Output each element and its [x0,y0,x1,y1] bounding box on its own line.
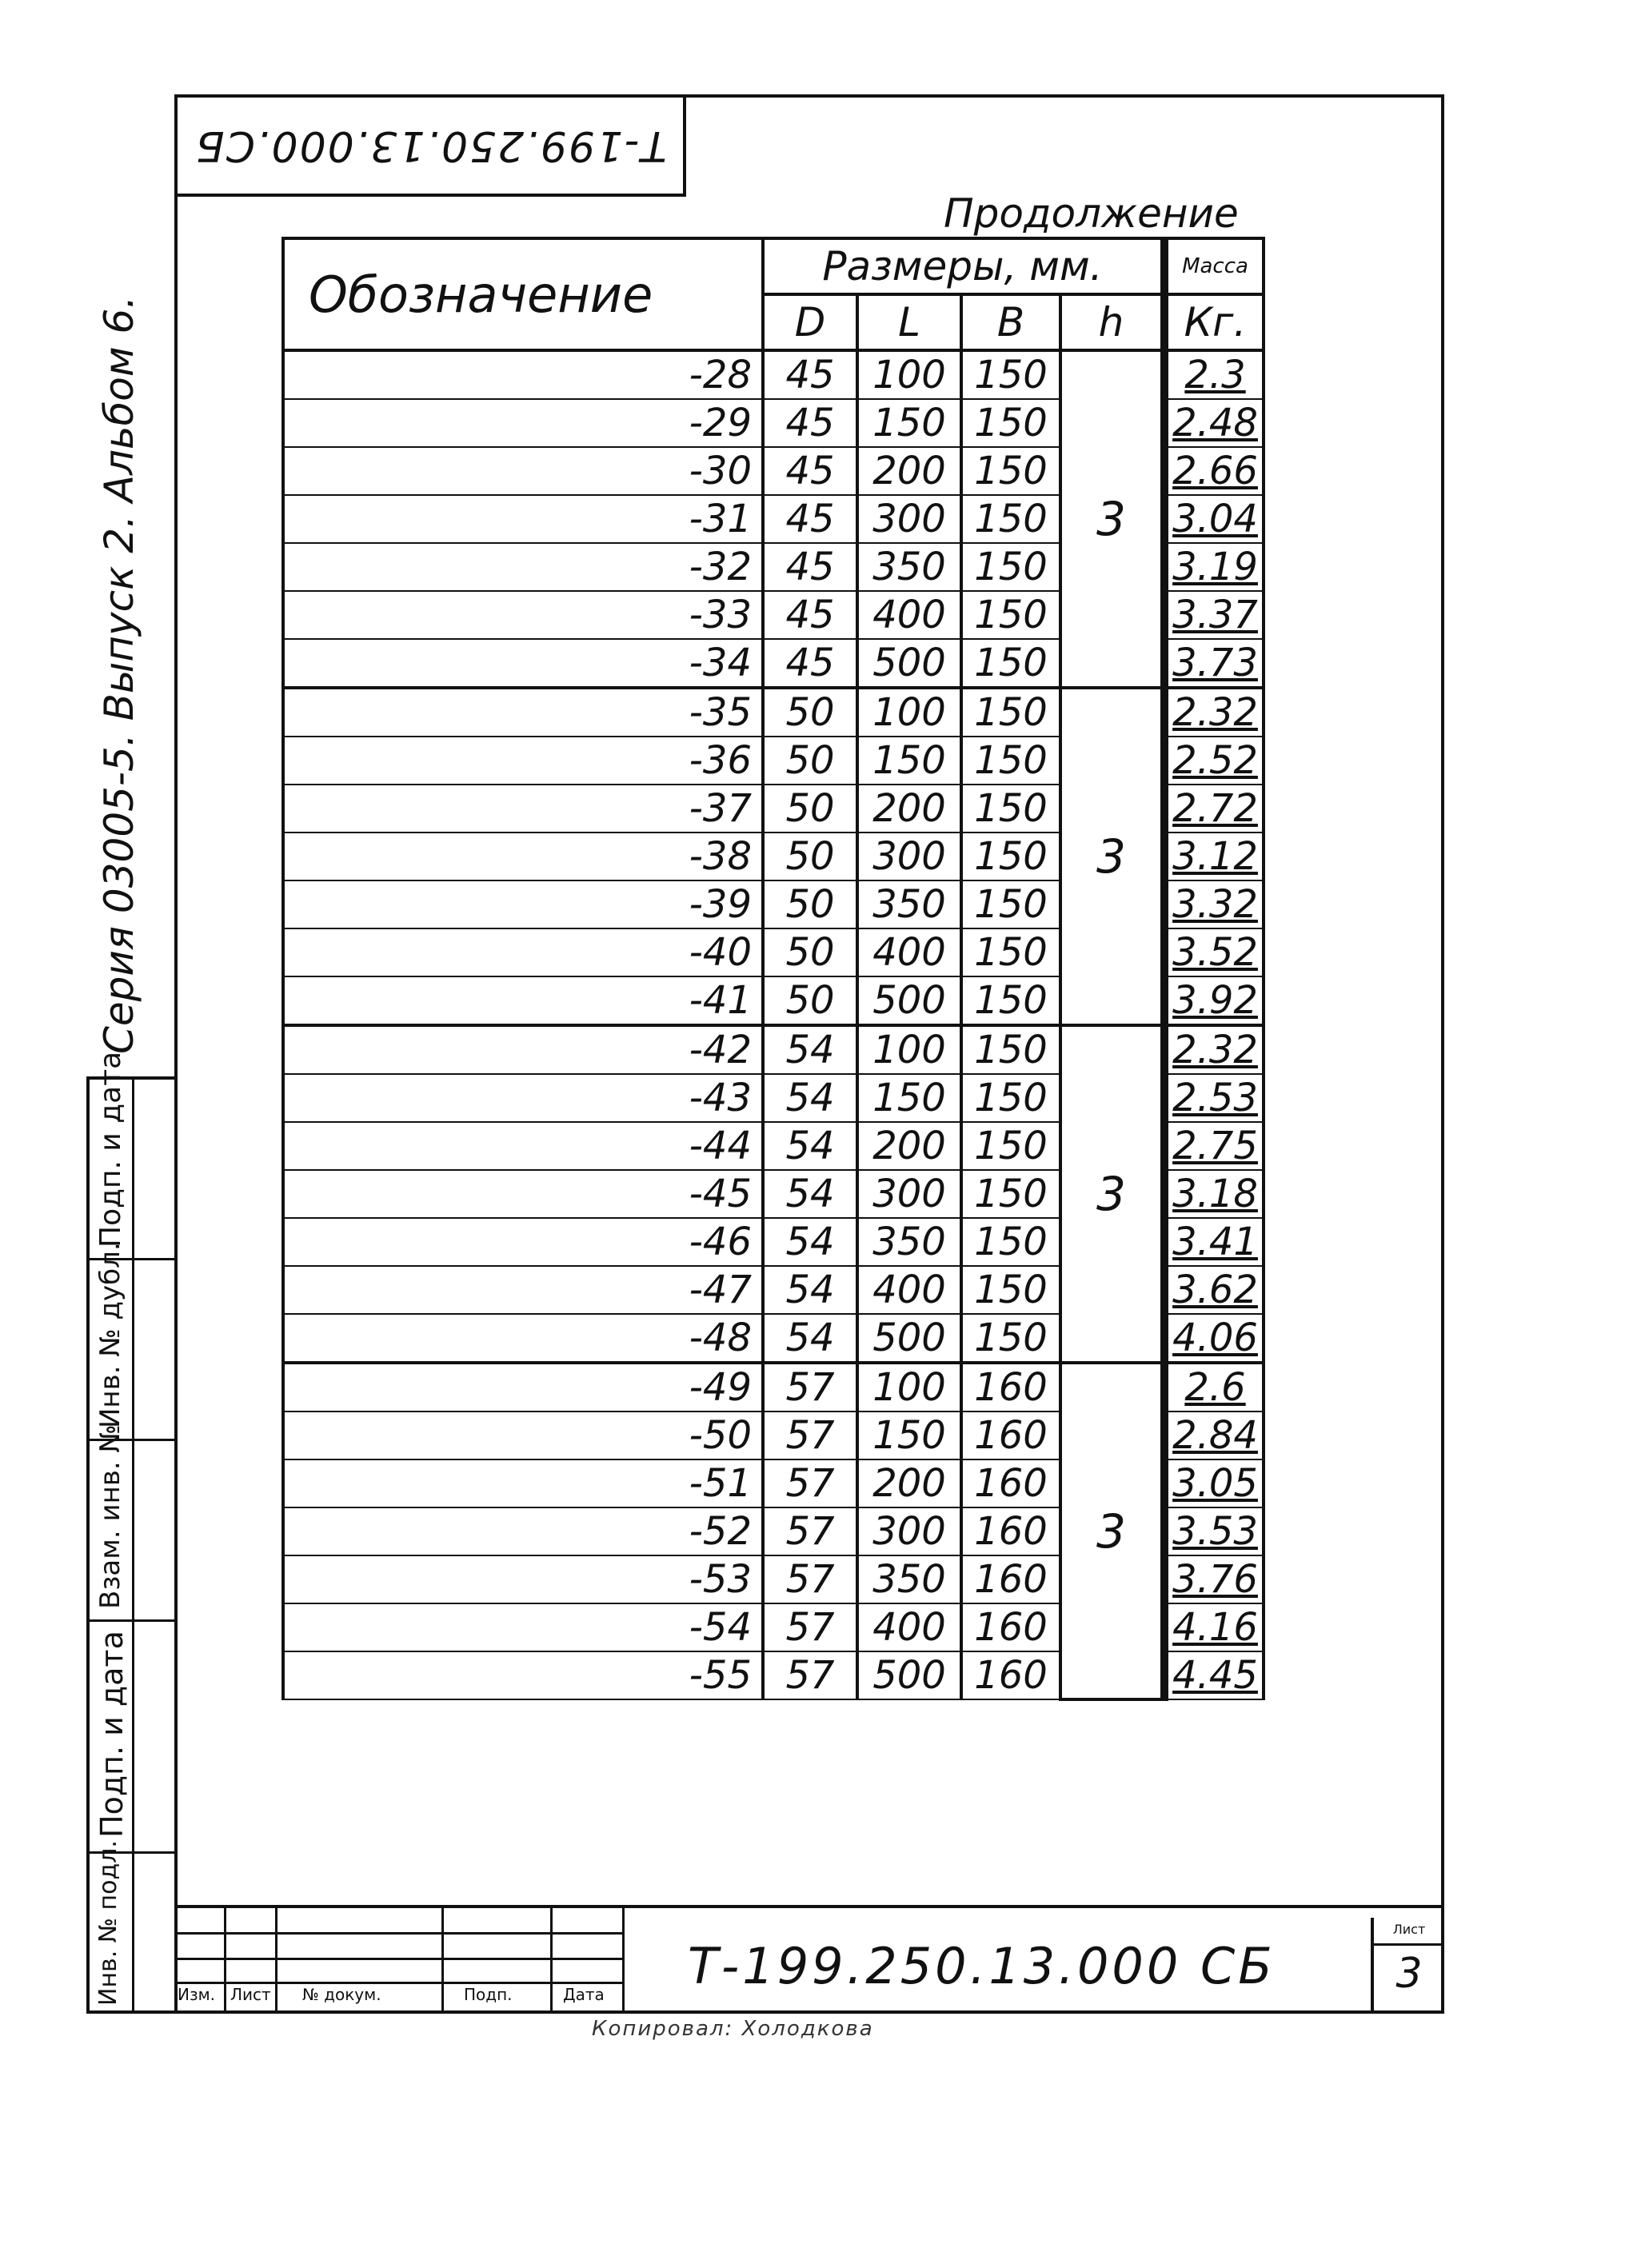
B-cell: 150 [961,880,1060,928]
L-cell: 300 [857,495,961,543]
mass-cell [1164,1363,1264,1412]
mass-cell-value: 3.12 [1172,834,1258,879]
mass-cell [1164,1459,1264,1507]
mass-cell [1164,880,1264,928]
strip-label: Взам. инв. № [94,1424,126,1609]
B-cell: 160 [961,1507,1060,1555]
dimensions-table [281,237,1265,1701]
designation-cell: -55 [283,1651,763,1699]
mass-cell [1164,737,1264,785]
mass-cell-value: 2.75 [1172,1124,1258,1168]
D-cell: 45 [763,399,857,447]
mass-cell-value: 3.73 [1172,641,1258,685]
table-body [283,350,1264,1699]
mass-cell [1164,1025,1264,1074]
tb-label-sheet: Лист [230,1985,271,2004]
table-row [283,1025,1264,1074]
mass-cell [1164,495,1264,543]
B-cell: 150 [961,1025,1060,1074]
mass-cell-value: 2.32 [1172,690,1258,735]
D-cell: 57 [763,1363,857,1412]
D-cell: 54 [763,1314,857,1363]
mass-cell [1164,1412,1264,1459]
B-cell: 150 [961,785,1060,833]
designation-cell: -53 [283,1555,763,1603]
D-cell: 54 [763,1170,857,1218]
D-cell: 50 [763,976,857,1025]
D-cell: 45 [763,591,857,639]
L-cell: 100 [857,350,961,399]
mass-cell [1164,928,1264,976]
strip-cell-orig-inv [90,1840,178,2014]
B-cell: 150 [961,399,1060,447]
D-cell: 50 [763,785,857,833]
D-cell: 57 [763,1412,857,1459]
B-cell: 150 [961,1218,1060,1266]
B-cell: 150 [961,543,1060,591]
mass-cell-value: 3.76 [1172,1557,1258,1602]
designation-cell: -54 [283,1603,763,1651]
mass-cell-value: 3.92 [1172,978,1258,1023]
L-cell: 200 [857,785,961,833]
D-cell: 57 [763,1459,857,1507]
L-cell: 100 [857,1025,961,1074]
D-cell: 50 [763,833,857,880]
L-cell: 500 [857,976,961,1025]
D-cell: 57 [763,1507,857,1555]
mass-cell-value: 2.48 [1172,401,1258,445]
mass-cell-value: 4.16 [1172,1605,1258,1650]
table-row [283,688,1264,737]
strip-cell-dup-inv [90,1242,178,1441]
D-cell: 45 [763,447,857,495]
B-cell: 150 [961,833,1060,880]
B-cell: 160 [961,1651,1060,1699]
designation-cell: -51 [283,1459,763,1507]
B-cell: 160 [961,1555,1060,1603]
mass-cell [1164,1218,1264,1266]
B-cell: 150 [961,1122,1060,1170]
B-cell: 150 [961,1074,1060,1122]
designation-cell: -32 [283,543,763,591]
h-cell: 3 [1060,350,1164,688]
designation-cell: -50 [283,1412,763,1459]
mass-cell-value: 2.3 [1184,353,1246,397]
tb-label-date: Дата [563,1985,605,2004]
mass-cell-value: 3.04 [1172,497,1258,541]
designation-cell: -47 [283,1266,763,1314]
designation-cell: -35 [283,688,763,737]
stamp-code-box [174,94,686,197]
mass-cell [1164,1555,1264,1603]
mass-cell-value: 3.32 [1172,882,1258,927]
L-cell: 300 [857,1170,961,1218]
mass-cell [1164,1507,1264,1555]
B-cell: 160 [961,1459,1060,1507]
designation-cell: -36 [283,737,763,785]
document-code: Т-199.250.13.000 СБ [688,1937,1276,1995]
D-cell: 50 [763,688,857,737]
L-cell: 400 [857,1603,961,1651]
L-cell: 150 [857,737,961,785]
designation-cell: -34 [283,639,763,688]
designation-cell: -52 [283,1507,763,1555]
mass-cell-value: 2.53 [1172,1076,1258,1120]
mass-cell [1164,976,1264,1025]
D-cell: 54 [763,1266,857,1314]
h-cell: 3 [1060,1025,1164,1363]
B-cell: 150 [961,350,1060,399]
strip-cell-replace-inv [90,1424,178,1622]
D-cell: 57 [763,1651,857,1699]
D-cell: 45 [763,350,857,399]
L-cell: 300 [857,833,961,880]
mass-cell-value: 2.52 [1172,738,1258,783]
L-cell: 100 [857,688,961,737]
strip-cell-sign-date-1 [90,1622,178,1854]
D-cell: 54 [763,1025,857,1074]
mass-cell-value: 2.32 [1172,1028,1258,1072]
B-cell: 150 [961,1170,1060,1218]
D-cell: 50 [763,737,857,785]
mass-cell [1164,1074,1264,1122]
mass-cell [1164,1314,1264,1363]
designation-cell: -28 [283,350,763,399]
strip-label: Подп. и дата [94,1051,127,1248]
mass-cell-value: 3.53 [1172,1509,1258,1554]
designation-cell: -49 [283,1363,763,1412]
mass-cell [1164,639,1264,688]
mass-header: Масса [1164,238,1264,294]
header-B: B [961,294,1060,350]
mass-cell-value: 3.52 [1172,930,1258,975]
mass-cell [1164,785,1264,833]
mass-cell [1164,399,1264,447]
B-cell: 150 [961,591,1060,639]
mass-cell [1164,1170,1264,1218]
L-cell: 500 [857,1651,961,1699]
L-cell: 100 [857,1363,961,1412]
designation-cell: -31 [283,495,763,543]
mass-cell [1164,688,1264,737]
L-cell: 200 [857,1459,961,1507]
mass-cell [1164,591,1264,639]
mass-cell [1164,1651,1264,1699]
header-D: D [763,294,857,350]
L-cell: 200 [857,447,961,495]
table-row [283,1363,1264,1412]
mass-cell-value: 2.66 [1172,449,1258,493]
B-cell: 150 [961,495,1060,543]
designation-cell: -40 [283,928,763,976]
B-cell: 150 [961,737,1060,785]
L-cell: 400 [857,928,961,976]
B-cell: 150 [961,1266,1060,1314]
mass-cell-value: 4.06 [1172,1316,1258,1360]
sheet-box [1371,1918,1444,2014]
designation-cell: -38 [283,833,763,880]
tb-label-sign: Подп. [464,1985,513,2004]
continuation-label: Продолжение [944,190,1239,237]
L-cell: 400 [857,1266,961,1314]
tb-label-change: Изм. [178,1985,216,2004]
sheet-label: Лист [1374,1918,1444,1946]
D-cell: 57 [763,1603,857,1651]
mass-cell-value: 3.37 [1172,593,1258,637]
mass-cell-value: 2.6 [1184,1365,1246,1410]
D-cell: 45 [763,543,857,591]
B-cell: 150 [961,688,1060,737]
B-cell: 150 [961,976,1060,1025]
mass-cell-value: 2.84 [1172,1413,1258,1458]
designation-header: Обозначение [283,238,763,350]
D-cell: 57 [763,1555,857,1603]
side-stamp-strip [86,1051,178,2014]
mass-cell [1164,543,1264,591]
D-cell: 45 [763,639,857,688]
designation-cell: -44 [283,1122,763,1170]
L-cell: 350 [857,1555,961,1603]
designation-cell: -48 [283,1314,763,1363]
sheet-number: 3 [1395,1950,1423,1998]
designation-cell: -43 [283,1074,763,1122]
B-cell: 150 [961,1314,1060,1363]
series-text: Серия 03005-5. Выпуск 2. Альбом 6. [96,295,142,1054]
L-cell: 500 [857,639,961,688]
sizes-header: Размеры, мм. [763,238,1164,294]
mass-cell [1164,1122,1264,1170]
L-cell: 150 [857,1074,961,1122]
B-cell: 160 [961,1603,1060,1651]
D-cell: 50 [763,928,857,976]
mass-cell [1164,1266,1264,1314]
designation-cell: -42 [283,1025,763,1074]
designation-cell: -41 [283,976,763,1025]
L-cell: 500 [857,1314,961,1363]
mass-cell [1164,833,1264,880]
strip-label: Инв. № дубл. [94,1242,126,1428]
L-cell: 200 [857,1122,961,1170]
B-cell: 150 [961,447,1060,495]
mass-cell-value: 3.62 [1172,1268,1258,1312]
L-cell: 350 [857,880,961,928]
designation-cell: -30 [283,447,763,495]
B-cell: 150 [961,928,1060,976]
B-cell: 160 [961,1363,1060,1412]
D-cell: 54 [763,1218,857,1266]
mass-cell-value: 2.72 [1172,786,1258,831]
L-cell: 150 [857,399,961,447]
L-cell: 400 [857,591,961,639]
designation-cell: -45 [283,1170,763,1218]
designation-cell: -33 [283,591,763,639]
stamp-code: Т-199.250.13.000.СБ [194,122,667,170]
B-cell: 160 [961,1412,1060,1459]
designation-cell: -29 [283,399,763,447]
strip-cell-sign-date-2 [90,1051,178,1260]
L-cell: 350 [857,543,961,591]
strip-label: Инв. № подл. [94,1840,122,2006]
header-L: L [857,294,961,350]
mass-cell [1164,447,1264,495]
header-h: h [1060,294,1164,350]
mass-cell [1164,1603,1264,1651]
strip-label: Подп. и дата [94,1631,130,1838]
mass-cell-value: 3.41 [1172,1220,1258,1264]
mass-cell-value: 3.18 [1172,1172,1258,1216]
D-cell: 54 [763,1122,857,1170]
designation-cell: -46 [283,1218,763,1266]
mass-cell [1164,350,1264,399]
table-row [283,350,1264,399]
B-cell: 150 [961,639,1060,688]
footer-note: Копировал: Холодкова [592,2017,874,2041]
h-cell: 3 [1060,1363,1164,1699]
tb-label-docnum: № докум. [302,1985,381,2004]
designation-cell: -37 [283,785,763,833]
L-cell: 150 [857,1412,961,1459]
D-cell: 50 [763,880,857,928]
L-cell: 350 [857,1218,961,1266]
mass-cell-value: 4.45 [1172,1653,1258,1698]
h-cell: 3 [1060,688,1164,1025]
designation-cell: -39 [283,880,763,928]
mass-unit-header: Кг. [1164,294,1264,350]
mass-cell-value: 3.19 [1172,545,1258,589]
dimensions-table-wrap [281,237,1262,1701]
L-cell: 300 [857,1507,961,1555]
D-cell: 54 [763,1074,857,1122]
mass-cell-value: 3.05 [1172,1461,1258,1506]
D-cell: 45 [763,495,857,543]
